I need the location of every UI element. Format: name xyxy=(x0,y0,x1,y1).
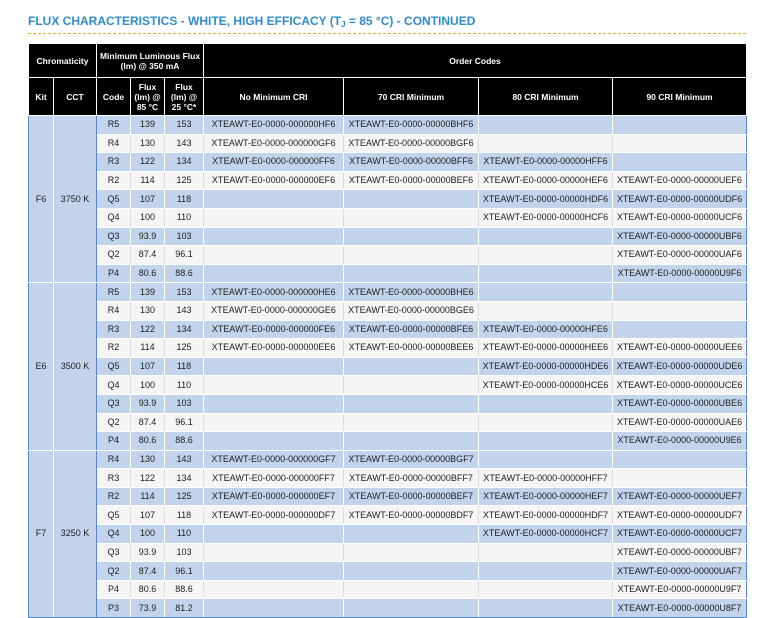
col-header-flux-85c xyxy=(131,78,165,116)
order-code-no-minimum-cri xyxy=(204,599,344,618)
order-code-no-minimum-cri: XTEAWT-E0-0000-000000GE6 xyxy=(204,301,344,320)
order-code-80-cri-minimum xyxy=(479,599,613,618)
flux-85c-cell: 114 xyxy=(131,339,165,358)
header-group-row xyxy=(29,44,747,78)
order-code-no-minimum-cri: XTEAWT-E0-0000-000000FE6 xyxy=(204,320,344,339)
code-cell: P4 xyxy=(97,580,131,599)
page-title-text-rest: = 85 °C) - CONTINUED xyxy=(345,14,476,28)
order-code-70-cri-minimum xyxy=(344,543,479,562)
order-code-no-minimum-cri xyxy=(204,580,344,599)
code-cell: Q5 xyxy=(97,190,131,209)
flux-25c-cell: 118 xyxy=(165,506,204,525)
code-cell: R2 xyxy=(97,487,131,506)
table-row xyxy=(29,357,747,376)
flux-characteristics-table xyxy=(28,43,747,618)
flux-25c-cell: 88.6 xyxy=(165,432,204,451)
order-code-70-cri-minimum: XTEAWT-E0-0000-00000BHF6 xyxy=(344,116,479,135)
flux-25c-cell: 110 xyxy=(165,376,204,395)
order-code-80-cri-minimum: XTEAWT-E0-0000-00000HDF7 xyxy=(479,506,613,525)
order-code-90-cri-minimum: XTEAWT-E0-0000-00000U9E6 xyxy=(613,432,747,451)
table-row xyxy=(29,227,747,246)
order-code-70-cri-minimum: XTEAWT-E0-0000-00000BEE6 xyxy=(344,339,479,358)
col-header-no-minimum-cri: No Minimum CRI xyxy=(204,78,344,116)
order-code-70-cri-minimum xyxy=(344,599,479,618)
order-code-90-cri-minimum: XTEAWT-E0-0000-00000U9F7 xyxy=(613,580,747,599)
flux-25c-cell: 134 xyxy=(165,153,204,172)
flux-25c-cell: 143 xyxy=(165,134,204,153)
col-header-code: Code xyxy=(97,78,131,116)
col-header-flux-25c-line: Flux xyxy=(175,81,193,92)
order-code-70-cri-minimum xyxy=(344,394,479,413)
order-code-90-cri-minimum: XTEAWT-E0-0000-00000U9F6 xyxy=(613,264,747,283)
table-row xyxy=(29,171,747,190)
order-code-70-cri-minimum: XTEAWT-E0-0000-00000BGE6 xyxy=(344,301,479,320)
flux-85c-cell: 93.9 xyxy=(131,227,165,246)
order-code-80-cri-minimum: XTEAWT-E0-0000-00000HFF6 xyxy=(479,153,613,172)
cct-cell: 3500 K xyxy=(54,283,97,450)
order-code-90-cri-minimum: XTEAWT-E0-0000-00000UCF6 xyxy=(613,208,747,227)
col-header-flux-85c-line: 85 °C xyxy=(136,101,159,112)
order-code-no-minimum-cri: XTEAWT-E0-0000-000000EE6 xyxy=(204,339,344,358)
flux-85c-cell: 93.9 xyxy=(131,543,165,562)
flux-25c-cell: 103 xyxy=(165,543,204,562)
table-header xyxy=(29,44,747,116)
flux-85c-cell: 139 xyxy=(131,116,165,135)
order-code-80-cri-minimum xyxy=(479,227,613,246)
order-code-80-cri-minimum: XTEAWT-E0-0000-00000HEF7 xyxy=(479,487,613,506)
order-code-no-minimum-cri xyxy=(204,562,344,581)
order-code-no-minimum-cri xyxy=(204,246,344,265)
code-cell: Q5 xyxy=(97,357,131,376)
order-code-70-cri-minimum: XTEAWT-E0-0000-00000BFF7 xyxy=(344,469,479,488)
flux-25c-cell: 88.6 xyxy=(165,264,204,283)
flux-85c-cell: 80.6 xyxy=(131,264,165,283)
flux-25c-cell: 134 xyxy=(165,320,204,339)
order-code-no-minimum-cri xyxy=(204,190,344,209)
order-code-70-cri-minimum: XTEAWT-E0-0000-00000BEF6 xyxy=(344,171,479,190)
order-code-no-minimum-cri: XTEAWT-E0-0000-000000DF7 xyxy=(204,506,344,525)
order-code-90-cri-minimum xyxy=(613,134,747,153)
table-row xyxy=(29,413,747,432)
order-code-no-minimum-cri xyxy=(204,525,344,544)
order-code-90-cri-minimum: XTEAWT-E0-0000-00000UDF7 xyxy=(613,506,747,525)
flux-85c-cell: 122 xyxy=(131,469,165,488)
table-row xyxy=(29,599,747,618)
order-code-70-cri-minimum xyxy=(344,413,479,432)
code-cell: Q4 xyxy=(97,525,131,544)
order-code-70-cri-minimum: XTEAWT-E0-0000-00000BHE6 xyxy=(344,283,479,302)
order-code-no-minimum-cri xyxy=(204,394,344,413)
table-row xyxy=(29,487,747,506)
code-cell: R2 xyxy=(97,339,131,358)
code-cell: Q2 xyxy=(97,413,131,432)
order-code-80-cri-minimum xyxy=(479,134,613,153)
order-code-70-cri-minimum xyxy=(344,376,479,395)
order-code-80-cri-minimum xyxy=(479,450,613,469)
table-row xyxy=(29,543,747,562)
order-code-90-cri-minimum: XTEAWT-E0-0000-00000UEF7 xyxy=(613,487,747,506)
code-cell: Q4 xyxy=(97,208,131,227)
flux-85c-cell: 73.9 xyxy=(131,599,165,618)
order-code-80-cri-minimum xyxy=(479,580,613,599)
flux-25c-cell: 125 xyxy=(165,339,204,358)
table-row xyxy=(29,134,747,153)
flux-85c-cell: 100 xyxy=(131,525,165,544)
order-code-no-minimum-cri: XTEAWT-E0-0000-000000EF7 xyxy=(204,487,344,506)
table-row xyxy=(29,116,747,135)
code-cell: Q4 xyxy=(97,376,131,395)
flux-85c-cell: 130 xyxy=(131,450,165,469)
order-code-70-cri-minimum: XTEAWT-E0-0000-00000BGF6 xyxy=(344,134,479,153)
order-code-no-minimum-cri xyxy=(204,376,344,395)
flux-85c-cell: 107 xyxy=(131,506,165,525)
order-code-no-minimum-cri: XTEAWT-E0-0000-000000GF6 xyxy=(204,134,344,153)
order-code-70-cri-minimum xyxy=(344,357,479,376)
flux-85c-cell: 114 xyxy=(131,487,165,506)
table-row xyxy=(29,264,747,283)
order-code-90-cri-minimum xyxy=(613,450,747,469)
kit-cell: F6 xyxy=(29,116,54,283)
order-code-90-cri-minimum: XTEAWT-E0-0000-00000UCE6 xyxy=(613,376,747,395)
order-code-no-minimum-cri xyxy=(204,208,344,227)
header-column-row xyxy=(29,78,747,116)
order-code-90-cri-minimum: XTEAWT-E0-0000-00000UCF7 xyxy=(613,525,747,544)
flux-25c-cell: 143 xyxy=(165,301,204,320)
code-cell: R4 xyxy=(97,301,131,320)
order-code-80-cri-minimum: XTEAWT-E0-0000-00000HFF7 xyxy=(479,469,613,488)
table-row xyxy=(29,339,747,358)
order-code-no-minimum-cri xyxy=(204,432,344,451)
table-row xyxy=(29,208,747,227)
order-code-90-cri-minimum xyxy=(613,301,747,320)
flux-85c-cell: 107 xyxy=(131,190,165,209)
order-code-90-cri-minimum: XTEAWT-E0-0000-00000UBF7 xyxy=(613,543,747,562)
order-code-70-cri-minimum xyxy=(344,562,479,581)
header-chromaticity: Chromaticity xyxy=(29,44,97,78)
flux-85c-cell: 130 xyxy=(131,301,165,320)
flux-25c-cell: 81.2 xyxy=(165,599,204,618)
kit-cell: F7 xyxy=(29,450,54,617)
table-row xyxy=(29,246,747,265)
flux-25c-cell: 153 xyxy=(165,116,204,135)
table-row xyxy=(29,301,747,320)
order-code-70-cri-minimum xyxy=(344,580,479,599)
order-code-no-minimum-cri xyxy=(204,227,344,246)
order-code-no-minimum-cri xyxy=(204,543,344,562)
table-row xyxy=(29,320,747,339)
code-cell: R4 xyxy=(97,134,131,153)
code-cell: R4 xyxy=(97,450,131,469)
order-code-no-minimum-cri: XTEAWT-E0-0000-000000FF7 xyxy=(204,469,344,488)
order-code-70-cri-minimum xyxy=(344,525,479,544)
page-title xyxy=(28,14,475,28)
col-header-flux-25c-line: 25 °C* xyxy=(171,101,197,112)
order-code-no-minimum-cri: XTEAWT-E0-0000-000000HF6 xyxy=(204,116,344,135)
flux-25c-cell: 125 xyxy=(165,487,204,506)
order-code-80-cri-minimum: XTEAWT-E0-0000-00000HDF6 xyxy=(479,190,613,209)
order-code-80-cri-minimum xyxy=(479,116,613,135)
flux-85c-cell: 114 xyxy=(131,171,165,190)
order-code-90-cri-minimum xyxy=(613,116,747,135)
order-code-90-cri-minimum xyxy=(613,283,747,302)
order-code-90-cri-minimum xyxy=(613,469,747,488)
kit-cell: E6 xyxy=(29,283,54,450)
table-row xyxy=(29,376,747,395)
order-code-90-cri-minimum xyxy=(613,320,747,339)
order-code-90-cri-minimum: XTEAWT-E0-0000-00000U8F7 xyxy=(613,599,747,618)
flux-85c-cell: 80.6 xyxy=(131,580,165,599)
order-code-80-cri-minimum: XTEAWT-E0-0000-00000HEE6 xyxy=(479,339,613,358)
order-code-70-cri-minimum: XTEAWT-E0-0000-00000BGF7 xyxy=(344,450,479,469)
order-code-70-cri-minimum xyxy=(344,264,479,283)
flux-25c-cell: 110 xyxy=(165,208,204,227)
table-row xyxy=(29,394,747,413)
flux-85c-cell: 87.4 xyxy=(131,562,165,581)
flux-25c-cell: 103 xyxy=(165,394,204,413)
order-code-70-cri-minimum xyxy=(344,227,479,246)
code-cell: P3 xyxy=(97,599,131,618)
header-minimum-luminous-flux-line: Minimum Luminous Flux xyxy=(99,50,201,61)
order-code-70-cri-minimum xyxy=(344,432,479,451)
order-code-90-cri-minimum: XTEAWT-E0-0000-00000UDE6 xyxy=(613,357,747,376)
flux-85c-cell: 130 xyxy=(131,134,165,153)
table-row xyxy=(29,469,747,488)
table-row xyxy=(29,153,747,172)
order-code-80-cri-minimum xyxy=(479,264,613,283)
code-cell: P4 xyxy=(97,264,131,283)
table-row xyxy=(29,190,747,209)
page-title-subscript: J xyxy=(341,20,346,29)
order-code-90-cri-minimum: XTEAWT-E0-0000-00000UBE6 xyxy=(613,394,747,413)
order-code-70-cri-minimum xyxy=(344,190,479,209)
flux-25c-cell: 153 xyxy=(165,283,204,302)
flux-25c-cell: 125 xyxy=(165,171,204,190)
table-row xyxy=(29,580,747,599)
order-code-70-cri-minimum: XTEAWT-E0-0000-00000BFE6 xyxy=(344,320,479,339)
order-code-80-cri-minimum: XTEAWT-E0-0000-00000HCF6 xyxy=(479,208,613,227)
order-code-no-minimum-cri xyxy=(204,357,344,376)
code-cell: R3 xyxy=(97,320,131,339)
title-divider xyxy=(28,33,746,34)
flux-25c-cell: 96.1 xyxy=(165,413,204,432)
flux-85c-cell: 93.9 xyxy=(131,394,165,413)
col-header-90-cri-minimum: 90 CRI Minimum xyxy=(613,78,747,116)
order-code-80-cri-minimum xyxy=(479,543,613,562)
order-code-90-cri-minimum: XTEAWT-E0-0000-00000UEE6 xyxy=(613,339,747,358)
table-row xyxy=(29,562,747,581)
col-header-flux-25c-line: (lm) @ xyxy=(170,91,198,102)
code-cell: R3 xyxy=(97,153,131,172)
order-code-70-cri-minimum: XTEAWT-E0-0000-00000BFF6 xyxy=(344,153,479,172)
flux-85c-cell: 107 xyxy=(131,357,165,376)
order-code-90-cri-minimum: XTEAWT-E0-0000-00000UAF6 xyxy=(613,246,747,265)
order-code-70-cri-minimum: XTEAWT-E0-0000-00000BEF7 xyxy=(344,487,479,506)
order-code-80-cri-minimum: XTEAWT-E0-0000-00000HEF6 xyxy=(479,171,613,190)
code-cell: R5 xyxy=(97,283,131,302)
table-body xyxy=(29,116,747,618)
order-code-80-cri-minimum xyxy=(479,301,613,320)
table-row xyxy=(29,450,747,469)
col-header-cct: CCT xyxy=(54,78,97,116)
flux-25c-cell: 96.1 xyxy=(165,246,204,265)
code-cell: Q3 xyxy=(97,227,131,246)
code-cell: R3 xyxy=(97,469,131,488)
order-code-70-cri-minimum xyxy=(344,246,479,265)
code-cell: Q3 xyxy=(97,543,131,562)
code-cell: P4 xyxy=(97,432,131,451)
header-minimum-luminous-flux xyxy=(97,44,204,78)
order-code-80-cri-minimum xyxy=(479,246,613,265)
flux-25c-cell: 118 xyxy=(165,357,204,376)
order-code-80-cri-minimum xyxy=(479,413,613,432)
code-cell: Q2 xyxy=(97,246,131,265)
flux-25c-cell: 88.6 xyxy=(165,580,204,599)
order-code-no-minimum-cri: XTEAWT-E0-0000-000000FF6 xyxy=(204,153,344,172)
table-row xyxy=(29,525,747,544)
table-row xyxy=(29,506,747,525)
flux-85c-cell: 122 xyxy=(131,153,165,172)
order-code-80-cri-minimum: XTEAWT-E0-0000-00000HDE6 xyxy=(479,357,613,376)
code-cell: R2 xyxy=(97,171,131,190)
page-title-text: FLUX CHARACTERISTICS - WHITE, HIGH EFFICACY (T xyxy=(28,14,342,28)
cct-cell: 3750 K xyxy=(54,116,97,283)
flux-85c-cell: 100 xyxy=(131,208,165,227)
col-header-kit: Kit xyxy=(29,78,54,116)
code-cell: R5 xyxy=(97,116,131,135)
order-code-80-cri-minimum xyxy=(479,283,613,302)
cct-cell: 3250 K xyxy=(54,450,97,617)
order-code-80-cri-minimum xyxy=(479,394,613,413)
col-header-70-cri-minimum: 70 CRI Minimum xyxy=(344,78,479,116)
col-header-flux-85c-line: (lm) @ xyxy=(134,91,161,102)
col-header-flux-25c xyxy=(165,78,204,116)
table-row xyxy=(29,283,747,302)
flux-25c-cell: 134 xyxy=(165,469,204,488)
code-cell: Q5 xyxy=(97,506,131,525)
order-code-80-cri-minimum: XTEAWT-E0-0000-00000HFE6 xyxy=(479,320,613,339)
order-code-80-cri-minimum: XTEAWT-E0-0000-00000HCE6 xyxy=(479,376,613,395)
order-code-no-minimum-cri xyxy=(204,264,344,283)
order-code-70-cri-minimum: XTEAWT-E0-0000-00000BDF7 xyxy=(344,506,479,525)
flux-85c-cell: 87.4 xyxy=(131,413,165,432)
flux-25c-cell: 110 xyxy=(165,525,204,544)
order-code-80-cri-minimum xyxy=(479,562,613,581)
flux-85c-cell: 122 xyxy=(131,320,165,339)
order-code-no-minimum-cri: XTEAWT-E0-0000-000000GF7 xyxy=(204,450,344,469)
col-header-80-cri-minimum: 80 CRI Minimum xyxy=(479,78,613,116)
code-cell: Q3 xyxy=(97,394,131,413)
order-code-90-cri-minimum: XTEAWT-E0-0000-00000UBF6 xyxy=(613,227,747,246)
order-code-70-cri-minimum xyxy=(344,208,479,227)
col-header-flux-85c-line: Flux xyxy=(138,81,157,92)
flux-85c-cell: 139 xyxy=(131,283,165,302)
order-code-80-cri-minimum: XTEAWT-E0-0000-00000HCF7 xyxy=(479,525,613,544)
order-code-90-cri-minimum: XTEAWT-E0-0000-00000UAF7 xyxy=(613,562,747,581)
header-order-codes: Order Codes xyxy=(204,44,747,78)
flux-85c-cell: 100 xyxy=(131,376,165,395)
order-code-no-minimum-cri: XTEAWT-E0-0000-000000EF6 xyxy=(204,171,344,190)
order-code-90-cri-minimum: XTEAWT-E0-0000-00000UDF6 xyxy=(613,190,747,209)
flux-85c-cell: 80.6 xyxy=(131,432,165,451)
flux-25c-cell: 96.1 xyxy=(165,562,204,581)
order-code-90-cri-minimum xyxy=(613,153,747,172)
flux-85c-cell: 87.4 xyxy=(131,246,165,265)
flux-25c-cell: 118 xyxy=(165,190,204,209)
header-minimum-luminous-flux-line: (lm) @ 350 mA xyxy=(120,60,180,71)
order-code-80-cri-minimum xyxy=(479,432,613,451)
order-code-no-minimum-cri: XTEAWT-E0-0000-000000HE6 xyxy=(204,283,344,302)
order-code-no-minimum-cri xyxy=(204,413,344,432)
table-row xyxy=(29,432,747,451)
flux-25c-cell: 143 xyxy=(165,450,204,469)
code-cell: Q2 xyxy=(97,562,131,581)
order-code-90-cri-minimum: XTEAWT-E0-0000-00000UEF6 xyxy=(613,171,747,190)
flux-25c-cell: 103 xyxy=(165,227,204,246)
order-code-90-cri-minimum: XTEAWT-E0-0000-00000UAE6 xyxy=(613,413,747,432)
